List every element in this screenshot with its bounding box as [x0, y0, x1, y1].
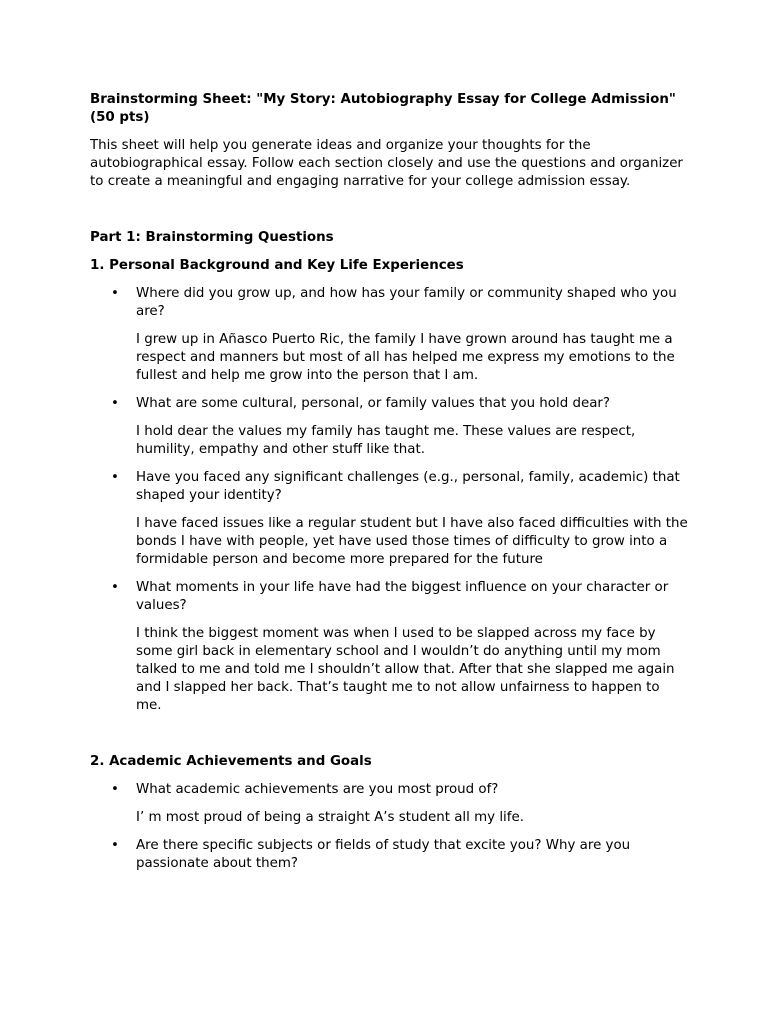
question-text: What are some cultural, personal, or family values that you hold dear?: [136, 396, 611, 411]
question-text: Where did you grow up, and how has your family or community shaped who you are?: [136, 286, 677, 319]
question-text: Have you faced any significant challenges (e.g., personal, family, academic) that shaped your identity?: [136, 470, 680, 503]
list-item: [90, 781, 688, 827]
question-text: Are there specific subjects or fields of study that excite you? Why are you passionate about them?: [136, 838, 631, 871]
list-item: [90, 469, 688, 569]
bullet-icon: •: [111, 782, 119, 797]
intro-paragraph: This sheet will help you generate ideas and organize your thoughts for the autobiographical essay. Follow each section closely and use the questions and organizer to create a meaningful and engaging narrative for your college admission essay.: [90, 138, 683, 189]
question-text: What moments in your life have had the biggest influence on your character or values?: [136, 580, 669, 613]
list-item: [90, 285, 688, 385]
list-item: [90, 579, 688, 715]
part-1-heading: Part 1: Brainstorming Questions: [90, 230, 334, 245]
section-2-question-list: [90, 781, 688, 873]
answer-text: I’ m most proud of being a straight A’s student all my life.: [136, 810, 524, 825]
section-1-heading: 1. Personal Background and Key Life Experiences: [90, 258, 464, 273]
question-text: What academic achievements are you most proud of?: [136, 782, 499, 797]
answer-text: I think the biggest moment was when I used to be slapped across my face by some girl back in elementary school and I wouldn’t do anything until my mom talked to me and told me I shouldn’t allow that. After that she slapped me again and I slapped her back. That’s taught me to not allow unfairness to happen to me.: [136, 626, 675, 713]
bullet-icon: •: [111, 470, 119, 485]
bullet-icon: •: [111, 396, 119, 411]
answer-text: I hold dear the values my family has taught me. These values are respect, humility, empathy and other stuff like that.: [136, 424, 636, 457]
section-1-question-list: [90, 285, 688, 715]
list-item: [90, 395, 688, 459]
bullet-icon: •: [111, 286, 119, 301]
document-title: Brainstorming Sheet: "My Story: Autobiography Essay for College Admission" (50 pts): [90, 92, 676, 125]
answer-text: I have faced issues like a regular student but I have also faced difficulties with the bonds I have with people, yet have used those times of difficulty to grow into a formidable person and become more prepared for the future: [136, 516, 688, 567]
section-2-heading: 2. Academic Achievements and Goals: [90, 754, 372, 769]
bullet-icon: •: [111, 580, 119, 595]
list-item: [90, 837, 688, 873]
bullet-icon: •: [111, 838, 119, 853]
answer-text: I grew up in Añasco Puerto Ric, the family I have grown around has taught me a respect and manners but most of all has helped me express my emotions to the fullest and help me grow into the person that I am.: [136, 332, 675, 383]
